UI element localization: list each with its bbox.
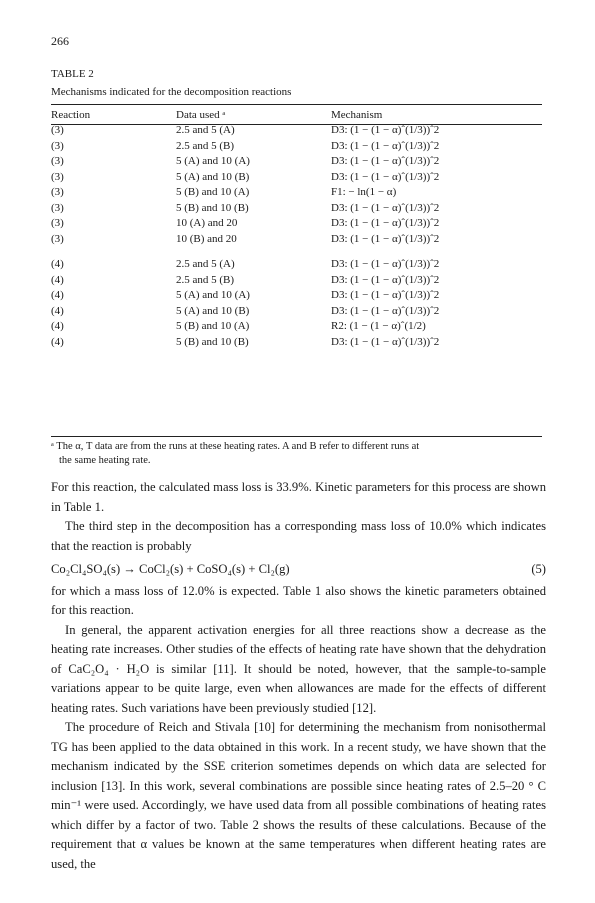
cell-mechanism: D3: (1 − (1 − α)ˆ(1/3))ˆ2 xyxy=(331,258,440,270)
cell-reaction: (4) xyxy=(51,335,64,348)
cell-reaction: (3) xyxy=(51,217,64,229)
group-spacer xyxy=(51,247,542,257)
cell-mechanism: D3: (1 − (1 − α)ˆ(1/3))ˆ2 xyxy=(331,217,440,229)
table-row xyxy=(51,123,542,139)
cell-mechanism: D3: (1 − (1 − α)ˆ(1/3))ˆ2 xyxy=(331,232,440,245)
table-footnote xyxy=(51,440,546,468)
body-text xyxy=(51,478,546,874)
cell-mechanism: D3: (1 − (1 − α)ˆ(1/3))ˆ2 xyxy=(331,124,440,136)
table-row xyxy=(51,232,542,248)
footnote-line-2: the same heating rate. xyxy=(59,455,151,466)
mechanism-table xyxy=(51,107,542,350)
paragraph-1: For this reaction, the calculated mass loss is 33.9%. Kinetic parameters for this process are shown in Table 1. xyxy=(51,480,546,514)
cell-data-used: 5 (A) and 10 (B) xyxy=(176,304,250,317)
equation-text: Co₂Cl₄SO₄(s) → CoCl₂(s) + CoSO₄(s) + Cl₂(g) xyxy=(51,562,290,576)
paragraph-5: The procedure of Reich and Stivala [10] for determining the mechanism from nonisothermal TG has been applied to the data obtained in this work. In a recent study, we have shown that the mechanism indicated by the SSE criterion sometimes depends on which data are selected for inclusion [13]. In this work, several combinations are possible since heating rates of 2.5–20 ° C min⁻¹ were used. Accordingly, we have used data from all possible combinations of heating rates which differ by a factor of two. Table 2 shows the results of these calculations. Because of the requirement that α values be known at the same temperatures when different heating rates are used, the xyxy=(51,720,546,871)
cell-reaction: (3) xyxy=(51,139,64,152)
cell-reaction: (4) xyxy=(51,304,64,317)
paragraph-3: for which a mass loss of 12.0% is expected. Table 1 also shows the kinetic parameters obtained for this reaction. xyxy=(51,583,546,617)
cell-data-used: 5 (B) and 10 (B) xyxy=(176,201,249,214)
cell-data-used: 2.5 and 5 (B) xyxy=(176,139,235,152)
table-top-rule xyxy=(51,104,542,105)
cell-mechanism: D3: (1 − (1 − α)ˆ(1/3))ˆ2 xyxy=(331,170,440,183)
cell-reaction: (3) xyxy=(51,170,64,183)
table-caption: Mechanisms indicated for the decomposition reactions xyxy=(51,86,292,98)
table-row xyxy=(51,154,542,170)
cell-reaction: (4) xyxy=(51,258,64,270)
cell-reaction: (3) xyxy=(51,232,64,245)
equation-5 xyxy=(51,560,546,580)
cell-data-used: 10 (A) and 20 xyxy=(176,217,238,229)
cell-mechanism: D3: (1 − (1 − α)ˆ(1/3))ˆ2 xyxy=(331,273,440,286)
table-row xyxy=(51,139,542,155)
cell-mechanism: D3: (1 − (1 − α)ˆ(1/3))ˆ2 xyxy=(331,201,440,214)
header-mechanism: Mechanism xyxy=(331,109,383,121)
cell-data-used: 5 (A) and 10 (A) xyxy=(176,155,250,167)
page-number: 266 xyxy=(51,34,69,48)
footnote-line-1: ᵃ The α, T data are from the runs at these heating rates. A and B refer to different runs at xyxy=(51,441,420,452)
table-row xyxy=(51,319,542,335)
cell-reaction: (3) xyxy=(51,186,64,198)
cell-mechanism: D3: (1 − (1 − α)ˆ(1/3))ˆ2 xyxy=(331,155,440,167)
cell-reaction: (4) xyxy=(51,320,64,332)
cell-mechanism: D3: (1 − (1 − α)ˆ(1/3))ˆ2 xyxy=(331,304,440,317)
cell-mechanism: D3: (1 − (1 − α)ˆ(1/3))ˆ2 xyxy=(331,139,440,152)
paragraph-2: The third step in the decomposition has a corresponding mass loss of 10.0% which indicates that the reaction is probably xyxy=(51,519,546,553)
cell-reaction: (3) xyxy=(51,201,64,214)
table-row xyxy=(51,257,542,273)
table-title: TABLE 2 xyxy=(51,68,94,80)
cell-reaction: (3) xyxy=(51,124,64,136)
table-row xyxy=(51,273,542,289)
table-header-row xyxy=(51,107,542,123)
cell-data-used: 5 (A) and 10 (A) xyxy=(176,289,250,301)
table-row xyxy=(51,170,542,186)
header-reaction: Reaction xyxy=(51,109,91,121)
paragraph-4: In general, the apparent activation energies for all three reactions show a decrease as the heating rate increases. Other studies of the effects of heating rate have shown that the dehydration of CaC₂O₄ · H₂O is similar [11]. It should be noted, however, that the sample-to-sample variations appear to be quite large, even when allowances are made for the effects of different heating rates. Such variations have been previously studied [12]. xyxy=(51,622,546,715)
table-row xyxy=(51,288,542,304)
cell-data-used: 5 (A) and 10 (B) xyxy=(176,170,250,183)
table-row xyxy=(51,335,542,351)
cell-data-used: 10 (B) and 20 xyxy=(176,232,237,245)
cell-mechanism: D3: (1 − (1 − α)ˆ(1/3))ˆ2 xyxy=(331,335,440,348)
cell-mechanism: R2: (1 − (1 − α)ˆ(1/2) xyxy=(331,320,426,332)
header-data-used: Data used ᵃ xyxy=(176,109,226,121)
cell-data-used: 2.5 and 5 (A) xyxy=(176,258,235,270)
cell-mechanism: F1: − ln(1 − α) xyxy=(331,186,397,198)
cell-reaction: (3) xyxy=(51,155,64,167)
cell-data-used: 2.5 and 5 (A) xyxy=(176,124,235,136)
table-row xyxy=(51,201,542,217)
table-row xyxy=(51,185,542,201)
table-row xyxy=(51,216,542,232)
cell-reaction: (4) xyxy=(51,289,64,301)
cell-reaction: (4) xyxy=(51,273,64,286)
cell-data-used: 5 (B) and 10 (A) xyxy=(176,186,250,198)
group-spacer-cell xyxy=(51,247,542,257)
cell-data-used: 2.5 and 5 (B) xyxy=(176,273,235,286)
cell-data-used: 5 (B) and 10 (A) xyxy=(176,320,250,332)
equation-number: (5) xyxy=(531,562,546,576)
table-row xyxy=(51,304,542,320)
cell-mechanism: D3: (1 − (1 − α)ˆ(1/3))ˆ2 xyxy=(331,289,440,301)
table-bottom-rule xyxy=(51,436,542,437)
cell-data-used: 5 (B) and 10 (B) xyxy=(176,335,249,348)
